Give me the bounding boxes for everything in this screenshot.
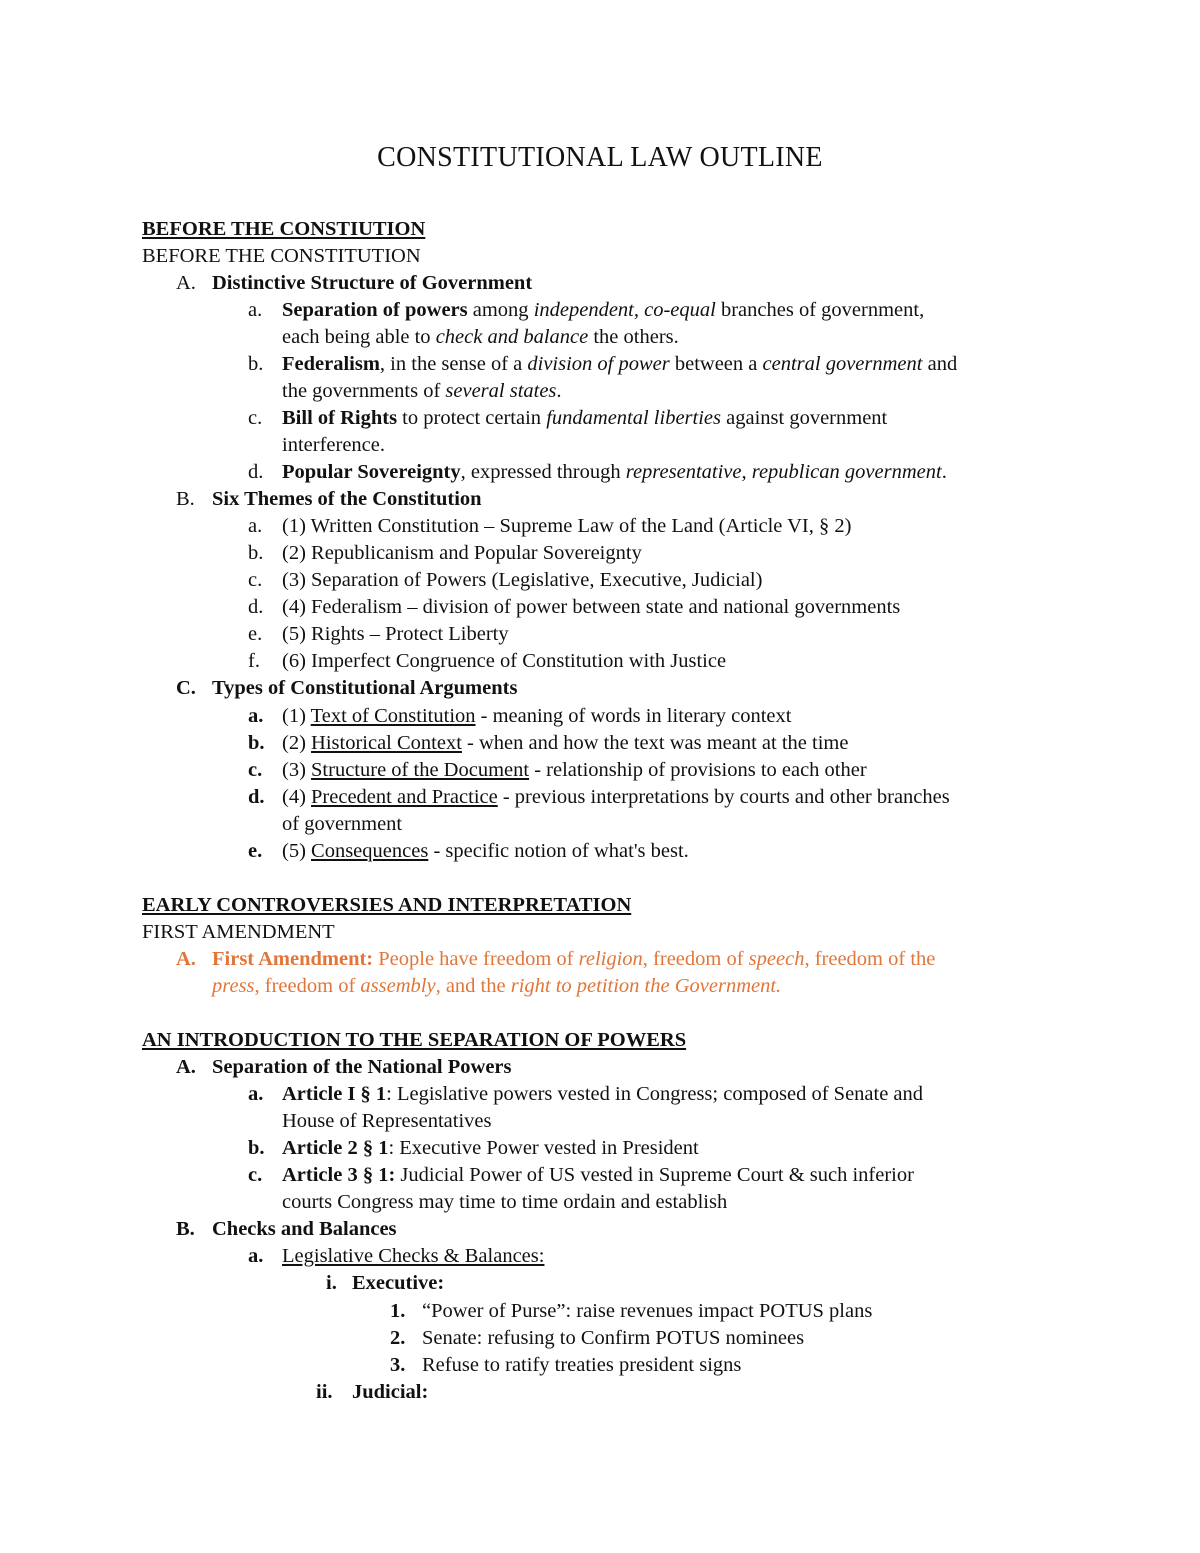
list-marker: i. [326,1272,337,1294]
list-marker: c. [248,407,263,429]
list-marker: 3. [390,1354,406,1376]
list-marker: 1. [390,1300,406,1322]
section-heading-separation-of-powers: AN INTRODUCTION TO THE SEPARATION OF POWERS [142,1029,687,1051]
list-item: Article I § 1: Legislative powers vested in Congress; composed of Senate and [282,1083,924,1105]
list-marker: d. [248,786,265,808]
list-marker: a. [248,1245,264,1267]
outline-heading: Distinctive Structure of Government [212,272,533,294]
section-heading-before-constitution: BEFORE THE CONSTIUTION [142,218,426,240]
list-marker: e. [248,623,263,645]
list-marker: b. [248,732,265,754]
outline-heading: Checks and Balances [212,1218,397,1240]
list-item: (1) Text of Constitution - meaning of words in literary context [282,705,792,727]
list-item-continued: each being able to check and balance the others. [282,326,679,348]
list-marker: B. [176,1218,195,1240]
list-item: Article 2 § 1: Executive Power vested in President [282,1137,699,1159]
list-marker: C. [176,677,196,699]
list-item: First Amendment: People have freedom of religion, freedom of speech, freedom of the [212,948,936,970]
section-heading-early-controversies: EARLY CONTROVERSIES AND INTERPRETATION [142,894,632,916]
list-item: Refuse to ratify treaties president signs [422,1354,742,1376]
list-marker: A. [176,948,196,970]
outline-heading: Types of Constitutional Arguments [212,677,518,699]
list-marker: B. [176,488,195,510]
list-item: Article 3 § 1: Judicial Power of US vested in Supreme Court & such inferior [282,1164,914,1186]
list-item: (5) Rights – Protect Liberty [282,623,509,645]
list-marker: a. [248,1083,264,1105]
list-marker: b. [248,1137,265,1159]
list-marker: b. [248,542,264,564]
list-marker: a. [248,705,264,727]
list-item: Senate: refusing to Confirm POTUS nominees [422,1327,805,1349]
list-item: (2) Historical Context - when and how the text was meant at the time [282,732,849,754]
list-item: (1) Written Constitution – Supreme Law of the Land (Article VI, § 2) [282,515,852,537]
list-marker: A. [176,272,196,294]
list-marker: A. [176,1056,196,1078]
section-subheading: BEFORE THE CONSTITUTION [142,245,421,267]
list-marker: ii. [316,1381,333,1403]
list-marker: b. [248,353,264,375]
list-item: Federalism, in the sense of a division of power between a central government and [282,353,958,375]
list-item: “Power of Purse”: raise revenues impact POTUS plans [422,1300,873,1322]
list-item-continued: courts Congress may time to time ordain and establish [282,1191,728,1213]
list-item: (2) Republicanism and Popular Sovereignty [282,542,642,564]
list-item: (3) Structure of the Document - relationship of provisions to each other [282,759,867,781]
list-marker: 2. [390,1327,406,1349]
page-title: CONSTITUTIONAL LAW OUTLINE [377,142,823,173]
list-item: Executive: [352,1272,445,1294]
list-item-continued: the governments of several states. [282,380,562,402]
list-item: (3) Separation of Powers (Legislative, Executive, Judicial) [282,569,763,591]
list-item-continued: of government [282,813,403,835]
list-item: Legislative Checks & Balances: [282,1245,545,1267]
list-marker: c. [248,759,263,781]
list-marker: c. [248,1164,263,1186]
list-marker: c. [248,569,263,591]
outline-heading: Separation of the National Powers [212,1056,512,1078]
list-marker: e. [248,840,263,862]
list-item: Separation of powers among independent, co-equal branches of government, [282,299,925,321]
list-marker: f. [248,650,260,672]
outline-heading: Six Themes of the Constitution [212,488,482,510]
section-subheading: FIRST AMENDMENT [142,921,335,943]
list-item: Bill of Rights to protect certain fundamental liberties against government [282,407,888,429]
list-marker: d. [248,596,264,618]
list-item: (4) Precedent and Practice - previous interpretations by courts and other branches [282,786,950,808]
list-marker: a. [248,515,263,537]
list-marker: d. [248,461,264,483]
list-item-continued: press, freedom of assembly, and the right to petition the Government. [212,975,782,997]
list-item: (4) Federalism – division of power between state and national governments [282,596,901,618]
list-item: Popular Sovereignty, expressed through representative, republican government. [282,461,947,483]
list-item: (5) Consequences - specific notion of what's best. [282,840,689,862]
list-item-continued: interference. [282,434,385,456]
list-item-continued: House of Representatives [282,1110,492,1132]
list-item: Judicial: [352,1381,429,1403]
list-marker: a. [248,299,263,321]
list-item: (6) Imperfect Congruence of Constitution with Justice [282,650,727,672]
